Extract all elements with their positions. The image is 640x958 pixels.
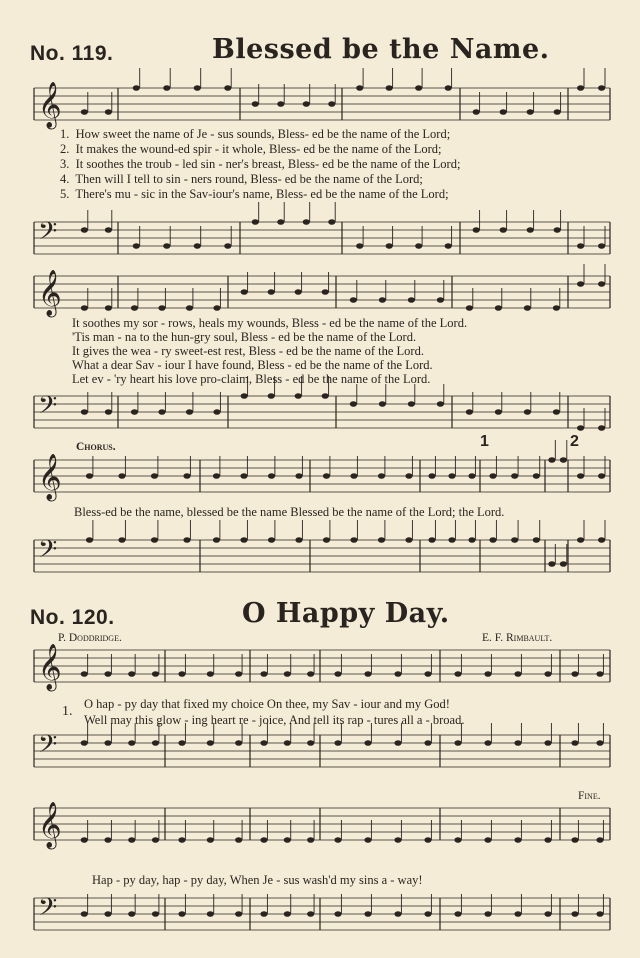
note-head [194, 243, 201, 249]
note-head [268, 537, 275, 543]
note-head [553, 409, 560, 415]
note-head [364, 740, 371, 746]
note-head [240, 537, 247, 543]
note-head [133, 243, 140, 249]
note-head [277, 101, 284, 107]
verse-line: Let ev - 'ry heart his love pro-claim, Bless - ed be the name of the Lord. [72, 372, 431, 386]
hymn-119-verses-second-line [72, 316, 467, 386]
note-head [295, 473, 302, 479]
note-head [194, 85, 201, 91]
note-head [437, 401, 444, 407]
note-head [128, 837, 135, 843]
note-head [131, 305, 138, 311]
note-head [178, 671, 185, 677]
hymn-120-number: No. 120. [30, 606, 115, 629]
note-head [86, 537, 93, 543]
note-head [598, 281, 605, 287]
note-head [514, 911, 521, 917]
first-ending-mark: 1 [480, 433, 489, 450]
note-head [405, 537, 412, 543]
treble-clef-icon: 𝄞 [38, 454, 62, 500]
note-head [350, 401, 357, 407]
note-head [394, 740, 401, 746]
note-head [323, 537, 330, 543]
note-head [514, 837, 521, 843]
bass-clef-icon: 𝄢 [38, 730, 58, 765]
note-head [260, 837, 267, 843]
note-head [454, 671, 461, 677]
note-head [445, 243, 452, 249]
note-head [303, 101, 310, 107]
note-head [394, 837, 401, 843]
note-head [151, 473, 158, 479]
note-head [268, 289, 275, 295]
note-head [408, 401, 415, 407]
note-head [213, 473, 220, 479]
note-head [560, 561, 567, 567]
note-head [81, 109, 88, 115]
verse-line: 5. There's mu - sic in the Sav-iour's name, Bless- ed be the name of the Lord; [60, 187, 449, 201]
verse-line: It soothes my sor - rows, heals my wounds, Bless - ed be the name of the Lord. [72, 316, 468, 330]
note-head [511, 537, 518, 543]
note-head [207, 740, 214, 746]
bass-clef-icon: 𝄢 [38, 893, 58, 928]
note-head [386, 243, 393, 249]
note-head [334, 740, 341, 746]
note-head [356, 85, 363, 91]
treble-clef-icon: 𝄞 [38, 644, 62, 690]
note-head [577, 473, 584, 479]
note-head [514, 671, 521, 677]
note-head [334, 671, 341, 677]
note-head [577, 281, 584, 287]
hymn-120-verse-lines [84, 696, 464, 728]
note-head [577, 537, 584, 543]
note-head [466, 409, 473, 415]
verse-line: What a dear Sav - iour I have found, Bless - ed be the name of the Lord. [72, 358, 433, 372]
note-head [241, 393, 248, 399]
hymn-120-verse-number: 1. [62, 704, 73, 719]
verse-line: 2. It makes the wound-ed spir - it whole, Bless- ed be the name of the Lord; [60, 142, 442, 156]
note-head [207, 837, 214, 843]
note-head [118, 537, 125, 543]
note-head [428, 537, 435, 543]
note-head [424, 671, 431, 677]
note-head [571, 671, 578, 677]
note-head [454, 911, 461, 917]
note-head [252, 101, 259, 107]
note-head [241, 289, 248, 295]
second-ending-mark: 2 [570, 433, 579, 450]
note-head [571, 740, 578, 746]
note-head [364, 911, 371, 917]
note-head [598, 537, 605, 543]
note-head [207, 671, 214, 677]
note-head [131, 409, 138, 415]
note-head [598, 85, 605, 91]
note-head [524, 409, 531, 415]
verse-line: Well may this glow - ing heart re - joice, And tell its rap - tures all a - broad. [84, 713, 465, 727]
note-head [86, 473, 93, 479]
note-head [284, 671, 291, 677]
note-head [334, 911, 341, 917]
note-head [328, 219, 335, 225]
note-head [577, 85, 584, 91]
note-head [178, 837, 185, 843]
note-head [260, 740, 267, 746]
note-head [350, 473, 357, 479]
note-head [224, 243, 231, 249]
note-head [240, 473, 247, 479]
note-head [466, 305, 473, 311]
note-head [207, 911, 214, 917]
note-head [386, 85, 393, 91]
bass-clef-icon: 𝄢 [38, 535, 58, 570]
note-head [81, 227, 88, 233]
note-head [554, 109, 561, 115]
note-head [163, 85, 170, 91]
note-head [81, 837, 88, 843]
note-head [598, 243, 605, 249]
treble-clef-icon: 𝄞 [38, 270, 62, 316]
note-head [151, 537, 158, 543]
note-head [295, 289, 302, 295]
treble-clef-icon: 𝄞 [38, 82, 62, 128]
note-head [213, 409, 220, 415]
note-head [350, 537, 357, 543]
note-head [394, 911, 401, 917]
note-head [183, 473, 190, 479]
note-head [295, 393, 302, 399]
note-head [424, 740, 431, 746]
note-head [544, 911, 551, 917]
hymn-119-verses-first-line [60, 127, 460, 202]
note-head [448, 537, 455, 543]
note-head [322, 289, 329, 295]
note-head [307, 671, 314, 677]
note-head [554, 227, 561, 233]
note-head [268, 473, 275, 479]
note-head [152, 911, 159, 917]
note-head [437, 297, 444, 303]
note-head [484, 740, 491, 746]
note-head [468, 537, 475, 543]
treble-clef-icon: 𝄞 [38, 802, 62, 848]
note-head [104, 911, 111, 917]
note-head [544, 837, 551, 843]
note-head [448, 473, 455, 479]
note-head [323, 473, 330, 479]
note-head [322, 393, 329, 399]
note-head [495, 305, 502, 311]
verse-line: 4. Then will I tell to sin - ners round, Bless- ed be the name of the Lord; [60, 172, 423, 186]
verse-line: It gives the wea - ry sweet-est rest, Bless - ed be the name of the Lord. [72, 344, 424, 358]
note-head [105, 227, 112, 233]
verse-line: 'Tis man - na to the hun-gry soul, Bless - ed be the name of the Lord. [72, 330, 417, 344]
note-head [596, 911, 603, 917]
note-head [118, 473, 125, 479]
note-head [511, 473, 518, 479]
verse-line: 1. How sweet the name of Je - sus sounds, Bless- ed be the name of the Lord; [60, 127, 451, 141]
note-head [596, 740, 603, 746]
note-head [213, 305, 220, 311]
note-head [378, 537, 385, 543]
note-head [484, 911, 491, 917]
note-head [178, 740, 185, 746]
note-head [105, 305, 112, 311]
note-head [445, 85, 452, 91]
chorus-text: Bless-ed be the name, blessed be the name Blessed be the name of the Lord; the Lord. [74, 505, 505, 519]
note-head [415, 243, 422, 249]
note-head [128, 740, 135, 746]
note-head [596, 671, 603, 677]
note-head [81, 409, 88, 415]
note-head [428, 473, 435, 479]
note-head [415, 85, 422, 91]
note-head [295, 537, 302, 543]
note-head [163, 243, 170, 249]
note-head [183, 537, 190, 543]
note-head [268, 393, 275, 399]
note-head [158, 305, 165, 311]
note-head [152, 671, 159, 677]
note-head [533, 473, 540, 479]
note-head [350, 297, 357, 303]
note-head [560, 457, 567, 463]
fine-mark: Fine. [578, 790, 601, 802]
note-head [514, 740, 521, 746]
note-head [307, 911, 314, 917]
note-head [334, 837, 341, 843]
note-head [307, 837, 314, 843]
note-head [235, 740, 242, 746]
note-head [405, 473, 412, 479]
note-head [128, 911, 135, 917]
note-head [379, 401, 386, 407]
note-head [260, 911, 267, 917]
note-head [307, 740, 314, 746]
note-head [235, 911, 242, 917]
note-head [598, 425, 605, 431]
note-head [104, 671, 111, 677]
note-head [81, 305, 88, 311]
refrain-text: Hap - py day, hap - py day, When Je - sus wash'd my sins a - way! [92, 873, 423, 887]
note-head [571, 837, 578, 843]
note-head [284, 837, 291, 843]
note-head [178, 911, 185, 917]
note-head [378, 473, 385, 479]
note-head [186, 409, 193, 415]
note-head [473, 227, 480, 233]
note-head [128, 671, 135, 677]
note-head [577, 425, 584, 431]
note-head [571, 911, 578, 917]
hymn-119-number: No. 119. [30, 42, 114, 65]
note-head [596, 837, 603, 843]
note-head [527, 227, 534, 233]
note-head [598, 473, 605, 479]
note-head [527, 109, 534, 115]
note-head [235, 671, 242, 677]
note-head [105, 409, 112, 415]
note-head [303, 219, 310, 225]
note-head [104, 837, 111, 843]
note-head [500, 109, 507, 115]
note-head [260, 671, 267, 677]
note-head [484, 671, 491, 677]
note-head [152, 740, 159, 746]
note-head [524, 305, 531, 311]
note-head [577, 243, 584, 249]
hymn-119-title: Blessed be the Name. [212, 34, 550, 65]
verse-line: 3. It soothes the troub - led sin - ner's breast, Bless- ed be the name of the Lord; [60, 157, 461, 171]
note-head [364, 671, 371, 677]
note-head [379, 297, 386, 303]
note-head [235, 837, 242, 843]
note-head [495, 409, 502, 415]
note-head [394, 671, 401, 677]
note-head [468, 473, 475, 479]
note-head [533, 537, 540, 543]
note-head [408, 297, 415, 303]
note-head [252, 219, 259, 225]
hymn-120-title: O Happy Day. [242, 598, 450, 629]
note-head [553, 305, 560, 311]
note-head [544, 740, 551, 746]
note-head [548, 457, 555, 463]
note-head [424, 837, 431, 843]
note-head [81, 911, 88, 917]
note-head [500, 227, 507, 233]
note-head [186, 305, 193, 311]
hymn-120-composer: E. F. Rimbault. [482, 632, 553, 644]
bass-clef-icon: 𝄢 [38, 217, 58, 252]
verse-line: O hap - py day that fixed my choice On thee, my Sav - iour and my God! [84, 697, 450, 711]
note-head [133, 85, 140, 91]
note-head [364, 837, 371, 843]
note-head [489, 473, 496, 479]
note-head [544, 671, 551, 677]
note-head [489, 537, 496, 543]
note-head [277, 219, 284, 225]
note-head [424, 911, 431, 917]
note-head [548, 561, 555, 567]
note-head [484, 837, 491, 843]
note-head [473, 109, 480, 115]
note-head [158, 409, 165, 415]
bass-clef-icon: 𝄢 [38, 391, 58, 426]
note-head [81, 740, 88, 746]
note-head [104, 740, 111, 746]
chorus-label: Chorus. [76, 441, 116, 453]
note-head [105, 109, 112, 115]
note-head [356, 243, 363, 249]
note-head [284, 740, 291, 746]
note-head [152, 837, 159, 843]
note-head [213, 537, 220, 543]
note-head [328, 101, 335, 107]
note-head [454, 837, 461, 843]
note-head [454, 740, 461, 746]
note-head [81, 671, 88, 677]
hymn-120-author: P. Doddridge. [58, 632, 122, 644]
note-head [224, 85, 231, 91]
note-head [284, 911, 291, 917]
